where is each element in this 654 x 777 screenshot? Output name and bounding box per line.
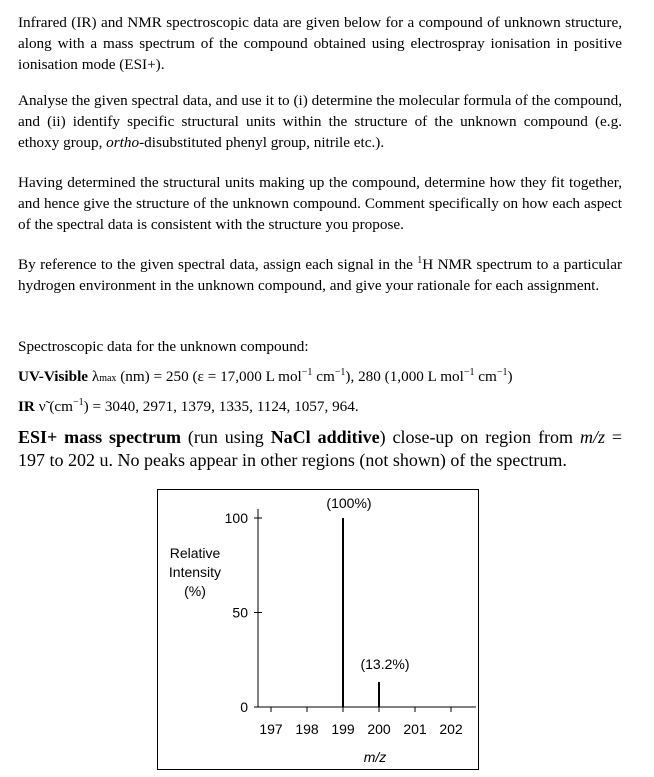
- uv-text-3: ), 280 (1,000 L mol: [345, 368, 464, 385]
- mass-spectrum-svg: [158, 490, 477, 768]
- intro-paragraph-3: Having determined the structural units making up the compound, determine how they fit together, and hence give the structure of the unknown compound. Comment specifically on how each aspect of the spectral data is consistent with the structure you propose.: [18, 174, 622, 233]
- ir-line: [18, 396, 622, 417]
- x-tick-label: 199: [331, 721, 355, 737]
- esi-text-3: = 197 to 202 u. No peaks appear in other regions (not shown) of the spectrum.: [18, 427, 623, 470]
- uv-text-4: cm: [474, 368, 497, 385]
- p2-text-a: Analyse the given spectral data, and use it to (i) determine the molecular formula of the compound, and (ii) identify specific structural units within the structure of the unknown compound (e.g. ethoxy group,: [18, 92, 622, 151]
- spectro-title: Spectroscopic data for the unknown compound:: [18, 338, 309, 355]
- x-tick-label: 202: [439, 721, 463, 737]
- esi-text-2: ) close-up on region from: [379, 427, 580, 447]
- ir-symbol: ν̃: [38, 398, 46, 415]
- mass-spectrum-chart: [157, 489, 479, 770]
- esi-text-1: (run using: [181, 427, 271, 447]
- uv-max-subscript: max: [99, 373, 117, 384]
- esi-heading: [18, 426, 622, 472]
- y-ticks: [225, 510, 262, 715]
- uv-sup-3: −1: [463, 366, 475, 378]
- uv-lambda: λ: [91, 368, 100, 385]
- y-tick-label: 100: [224, 510, 248, 526]
- uv-sup-1: −1: [301, 366, 313, 378]
- peaks: [326, 495, 409, 707]
- p4-text-b: H NMR spectrum to a particular hydrogen environment in the unknown compound, and give your rationale for each assignment.: [18, 256, 622, 294]
- intro-paragraph-1: Infrared (IR) and NMR spectroscopic data are given below for a compound of unknown structure, along with a mass spectrum of the compound obtained using electrospray ionisation in positive ionisation mode (ESI+).: [18, 14, 622, 73]
- p4-text-a: By reference to the given spectral data, assign each signal in the: [18, 256, 418, 273]
- ir-label: IR: [18, 398, 35, 415]
- y-axis-label-line-1: Relative: [169, 545, 221, 561]
- y-tick-label: 0: [240, 699, 248, 715]
- peak-label-200: (13.2%): [360, 656, 410, 673]
- x-tick-label: 198: [295, 721, 319, 737]
- uv-sup-4: −1: [496, 366, 508, 378]
- y-tick-label: 50: [232, 604, 248, 621]
- p2-ortho: ortho: [106, 134, 140, 151]
- intro-paragraph-4: [18, 254, 622, 296]
- uv-sup-2: −1: [334, 366, 346, 378]
- esi-bold-2: NaCl additive: [270, 427, 380, 447]
- intro-paragraph-2: [18, 90, 622, 153]
- x-axis-label: m/z: [363, 749, 387, 765]
- ir-text-1: (cm: [45, 398, 73, 415]
- x-tick-label: 197: [259, 721, 283, 737]
- uv-text-5: ): [507, 368, 513, 385]
- peak-label-199: (100%): [326, 495, 372, 511]
- x-tick-label: 201: [403, 721, 427, 737]
- esi-bold-1: ESI+ mass spectrum: [18, 427, 182, 447]
- uv-text-1: (nm) = 250 (ε = 17,000 L mol: [116, 368, 302, 385]
- ir-text-2: ) = 3040, 2971, 1379, 1335, 1124, 1057, 964.: [83, 398, 359, 415]
- x-ticks: [259, 707, 463, 737]
- ir-sup: −1: [72, 396, 84, 408]
- p4-sup-1: 1: [417, 254, 423, 266]
- p2-text-b: -disubstituted phenyl group, nitrile etc.).: [139, 134, 385, 151]
- y-axis-label-line-2: Intensity: [168, 564, 222, 580]
- uv-text-2: cm: [312, 368, 335, 385]
- y-axis-label-line-3: (%): [184, 583, 206, 599]
- x-tick-label: 200: [367, 721, 391, 737]
- uv-label: UV-Visible: [18, 368, 89, 385]
- uv-line: [18, 366, 622, 389]
- esi-mz: m/z: [579, 427, 605, 447]
